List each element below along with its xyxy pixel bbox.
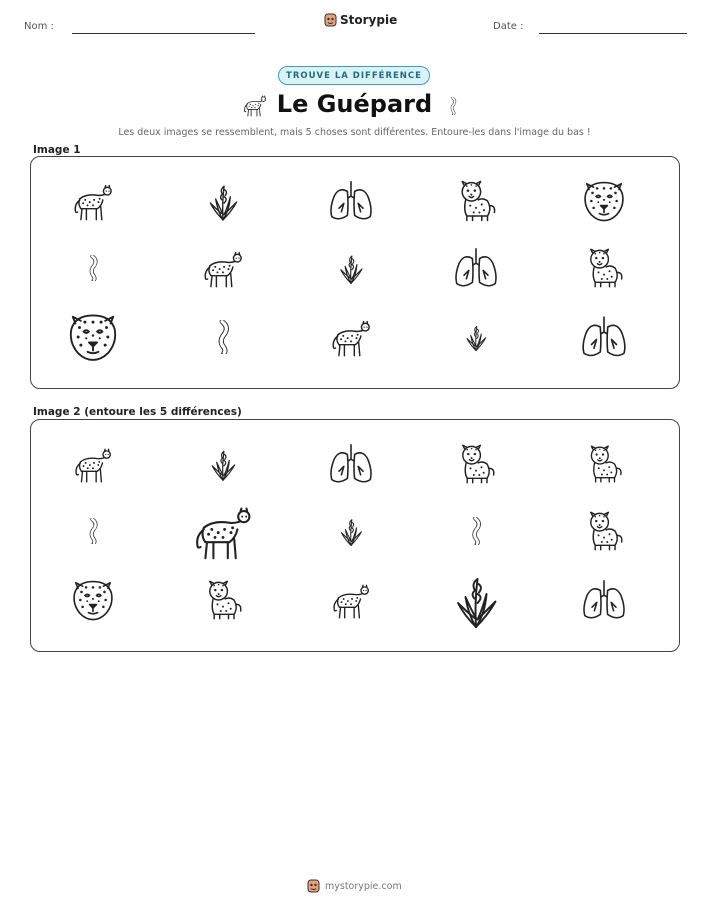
cheetah-face-picture (573, 173, 635, 229)
image2-panel[interactable] (30, 419, 680, 652)
grass-plant-icon (202, 180, 244, 222)
grass-plant-picture (445, 309, 507, 365)
cheetah-face-icon (70, 577, 116, 623)
cheetah-standing-icon (72, 443, 114, 485)
page-title: Le Guépard (276, 90, 433, 118)
grass-plant-picture[interactable] (192, 436, 254, 492)
grass-plant-icon (335, 515, 367, 547)
cheetah-standing-icon (330, 579, 372, 621)
grass-plant-picture (192, 173, 254, 229)
cheetah-cub-icon (201, 578, 245, 622)
cheetah-face-picture[interactable] (62, 572, 124, 628)
cheetah-standing-icon (71, 179, 115, 223)
cheetah-standing-icon (191, 499, 255, 563)
storypie-mascot-icon (307, 879, 320, 893)
spine-picture (62, 240, 124, 296)
grass-plant-picture[interactable] (445, 572, 507, 628)
cheetah-standing-picture[interactable] (62, 436, 124, 492)
cheetah-cub-icon (454, 442, 498, 486)
cheetah-standing-icon (329, 315, 373, 359)
cheetah-face-icon (581, 178, 627, 224)
grass-plant-picture (320, 240, 382, 296)
spine-picture (192, 309, 254, 365)
image2-label: Image 2 (entoure les 5 différences) (33, 406, 242, 418)
lungs-icon (580, 576, 628, 624)
footer-site: mystorypie.com (325, 880, 402, 892)
cheetah-standing-picture[interactable] (192, 503, 254, 559)
lungs-icon (579, 312, 629, 362)
cheetah-face-picture (62, 309, 124, 365)
activity-badge: TROUVE LA DIFFÉRENCE (278, 66, 430, 85)
cheetah-cub-picture[interactable] (445, 436, 507, 492)
grass-plant-icon (205, 446, 241, 482)
cheetah-standing-picture (192, 240, 254, 296)
lungs-picture (445, 240, 507, 296)
instructions: Les deux images se ressemblent, mais 5 choses sont différentes. Entoure-les dans l'image du bas ! (118, 127, 591, 138)
lungs-icon (327, 440, 375, 488)
lungs-picture (573, 309, 635, 365)
cheetah-standing-picture (62, 173, 124, 229)
spine-icon (80, 518, 106, 544)
image1-panel (30, 156, 680, 389)
cheetah-cub-icon (582, 246, 626, 290)
spine-picture[interactable] (445, 503, 507, 559)
storypie-mascot-icon (324, 13, 337, 27)
brand-name: Storypie (340, 13, 398, 27)
footer (307, 879, 402, 893)
name-label: Nom : (24, 21, 54, 32)
date-field[interactable] (539, 33, 687, 34)
spine-icon (80, 255, 106, 281)
grass-plant-icon (461, 322, 491, 352)
spine-icon (462, 517, 490, 545)
name-field[interactable] (72, 33, 255, 34)
cheetah-standing-icon (201, 246, 245, 290)
cheetah-cub-icon (582, 509, 626, 553)
lungs-icon (452, 244, 500, 292)
grass-plant-icon (446, 570, 506, 630)
spine-picture[interactable] (62, 503, 124, 559)
cheetah-cub-picture[interactable] (192, 572, 254, 628)
cheetah-cub-picture (445, 173, 507, 229)
grass-plant-picture[interactable] (320, 503, 382, 559)
cheetah-cub-icon (453, 178, 499, 224)
spine-icon (206, 320, 240, 354)
cheetah-cub-icon (583, 443, 625, 485)
lungs-picture[interactable] (573, 572, 635, 628)
spine-icon (444, 92, 462, 120)
brand-logo (324, 13, 397, 27)
cheetah-standing-picture (320, 309, 382, 365)
image1-label: Image 1 (33, 144, 81, 156)
cheetah-cub-picture[interactable] (573, 436, 635, 492)
cheetah-face-icon (66, 310, 120, 364)
cheetah-cub-picture[interactable] (573, 503, 635, 559)
date-label: Date : (493, 21, 524, 32)
lungs-picture[interactable] (320, 436, 382, 492)
cheetah-standing-picture[interactable] (320, 572, 382, 628)
grass-plant-icon (334, 251, 368, 285)
cheetah-icon (241, 92, 269, 118)
lungs-icon (327, 177, 375, 225)
lungs-picture (320, 173, 382, 229)
cheetah-cub-picture (573, 240, 635, 296)
